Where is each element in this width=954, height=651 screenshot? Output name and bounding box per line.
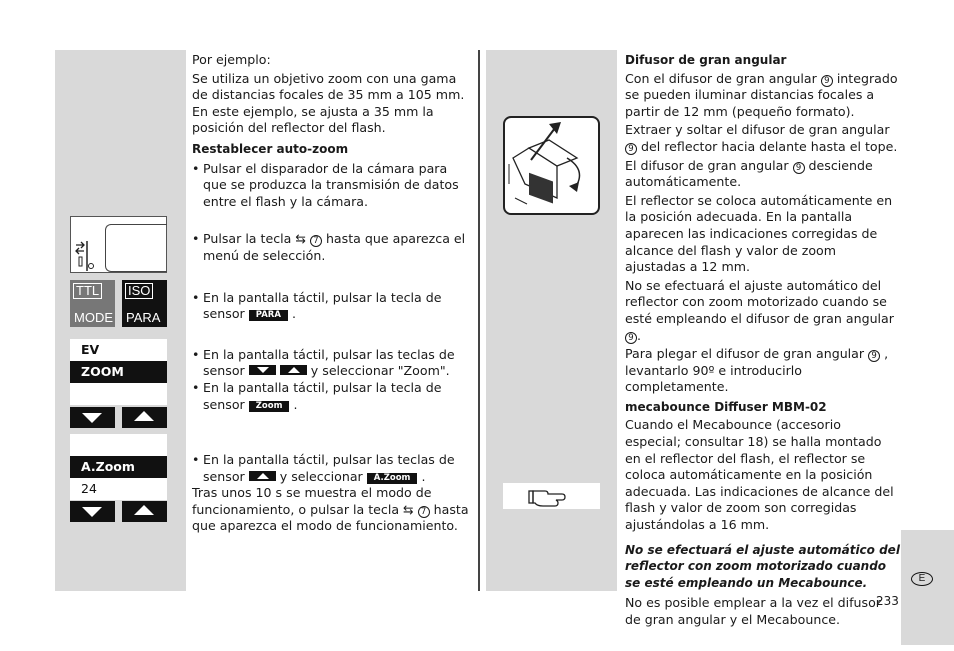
step-azoom-mid: y seleccionar: [279, 468, 363, 484]
final-instruction: [192, 485, 470, 535]
menu-blank: [70, 383, 167, 405]
step-select-zoom: [192, 347, 470, 380]
pointing-hand-icon: [503, 483, 600, 509]
azoom-sensor-key[interactable]: A.Zoom: [367, 473, 418, 484]
wide-angle-diffuser-illustration: [503, 116, 600, 215]
zoom-sensor-key[interactable]: Zoom: [249, 401, 290, 412]
menu-row-azoom[interactable]: A.Zoom: [70, 456, 167, 478]
step-zoom-key: [192, 380, 470, 413]
page-number: 233: [876, 594, 899, 608]
down-sensor-key-icon[interactable]: [249, 365, 276, 375]
down-arrow-key[interactable]: [70, 407, 115, 428]
paragraph-integrated-diffuser: [625, 71, 900, 121]
p1-pre: Con el difusor de gran angular: [625, 70, 817, 86]
up-arrow-key[interactable]: [122, 407, 167, 428]
p3-post: desciende automáticamente.: [625, 157, 873, 190]
up-arrow-key-2[interactable]: [122, 501, 167, 522]
step-zoom-key-pre: En la pantalla táctil, pulsar la tecla de sensor: [203, 379, 442, 412]
paragraph-zoom-range: Se utiliza un objetivo zoom con una gama de distancias focales de 35 mm a 105 mm.: [192, 70, 465, 103]
diffuser-column: [625, 52, 900, 629]
paragraph-reflector-position: El reflector se coloca automáticamente en la posición adecuada. En la pantalla aparecen las indicaciones corregidas de alcance del flash y valor de zoom ajustadas a 12 mm.: [625, 192, 893, 275]
p2-pre: Extraer y soltar el difusor de gran angular: [625, 122, 890, 138]
final-post: hasta que aparezca el modo de funcionamiento.: [192, 501, 469, 534]
step-mode-key-post: hasta que aparezca el menú de selección.: [203, 231, 466, 263]
step-select-zoom-post: y seleccionar "Zoom".: [310, 363, 450, 379]
p5-pre: No se efectuará el ajuste automático del reflector con zoom motorizado cuando se esté empleando el difusor de gran angular: [625, 277, 894, 326]
part-number-9: 9: [821, 75, 833, 87]
language-tab: [901, 530, 954, 645]
p3-pre: El difusor de gran angular: [625, 157, 789, 173]
para-key-label: PARA: [126, 310, 161, 325]
menu-blank-2: [70, 434, 167, 456]
step-select-azoom: [192, 452, 470, 485]
instructions-column: [192, 52, 470, 535]
part-number-9-e: 9: [868, 350, 880, 362]
step-para-pre: En la pantalla táctil, pulsar la tecla de sensor: [203, 289, 442, 322]
paragraph-fold-diffuser: [625, 346, 900, 396]
paragraph-mecabounce: Cuando el Mecabounce (accesorio especial; consultar 18) se halla montado en el reflector del flash, el reflector se coloca automáticamente en la posición adecuada. Las indicaciones de alcance del flash y valor de zoom son corregidas ajustándolas a 16 mm.: [625, 417, 894, 533]
mode-key-label: MODE: [74, 310, 113, 325]
mode-key-icon: [75, 241, 95, 271]
step-shutter: • Pulsar el disparador de la cámara para que se produzca la transmisión de datos entre el flash y la cámara.: [192, 161, 470, 211]
menu-row-zoom[interactable]: ZOOM: [70, 361, 167, 383]
note-box: [503, 483, 600, 509]
p5-post: .: [637, 327, 642, 343]
up-sensor-key-icon[interactable]: [280, 365, 307, 375]
step-select-zoom-pre: En la pantalla táctil, pulsar las teclas de sensor: [203, 346, 455, 379]
display-screen-outline: [105, 224, 167, 272]
flash-display-illustration: [70, 216, 167, 273]
up-sensor-key-icon-2[interactable]: [249, 471, 276, 481]
step-mode-key: [192, 231, 470, 264]
column-divider: [478, 50, 480, 591]
ttl-key-label: TTL: [73, 283, 102, 299]
menu-row-value: 24: [70, 478, 167, 500]
paragraph-not-combined: No es posible emplear a la vez el difusor de gran angular y el Mecabounce.: [625, 595, 881, 627]
language-badge: E: [911, 572, 933, 586]
step-para-post: .: [291, 306, 296, 322]
step-para-key: [192, 290, 470, 323]
menu-row-ev[interactable]: EV: [70, 339, 167, 361]
diffuser-drawing: [505, 118, 598, 213]
ttl-mode-key[interactable]: [70, 280, 115, 327]
down-arrow-key-2[interactable]: [70, 501, 115, 522]
section-heading-wide-angle: Difusor de gran angular: [625, 53, 787, 67]
part-number-9-c: 9: [793, 162, 805, 174]
paragraph-no-auto-adjust: [625, 278, 900, 344]
iso-key-label: ISO: [125, 283, 153, 299]
paragraph-extract-diffuser: [625, 122, 900, 155]
step-mode-key-pre: Pulsar la tecla ⇆: [203, 231, 306, 247]
p1-post: integrado se pueden iluminar distancias focales a partir de 12 mm (pequeño formato).: [625, 70, 898, 119]
intro-text: Por ejemplo:: [192, 52, 271, 67]
section-heading-mecabounce: mecabounce Diffuser MBM-02: [625, 399, 827, 414]
p6-post: , levantarlo 90º e introducirlo completamente.: [625, 346, 889, 395]
p2-post: del reflector hacia delante hasta el tope.: [641, 138, 898, 154]
part-number-9-d: 9: [625, 332, 637, 344]
step-azoom-pre: En la pantalla táctil, pulsar las teclas de sensor: [203, 452, 455, 484]
part-number-9-b: 9: [625, 143, 637, 155]
paragraph-diffuser-descends: [625, 158, 900, 191]
key-number-7: 7: [310, 235, 322, 247]
step-zoom-key-post: .: [293, 396, 298, 412]
key-number-7-final: 7: [418, 506, 430, 518]
p6-pre: Para plegar el difusor de gran angular: [625, 346, 865, 362]
final-pre: Tras unos 10 s se muestra el modo de funcionamiento, o pulsar la tecla ⇆: [192, 485, 432, 517]
para-sensor-key[interactable]: PARA: [249, 310, 288, 321]
section-heading-reset-autozoom: Restablecer auto-zoom: [192, 141, 349, 156]
note-text: No se efectuará el ajuste automático del reflector con zoom motorizado cuando se esté empleando un Mecabounce.: [625, 542, 900, 590]
iso-para-key[interactable]: [122, 280, 167, 327]
step-azoom-post: .: [421, 468, 426, 484]
paragraph-example: En este ejemplo, se ajusta a 35 mm la posición del reflector del flash.: [192, 103, 434, 136]
